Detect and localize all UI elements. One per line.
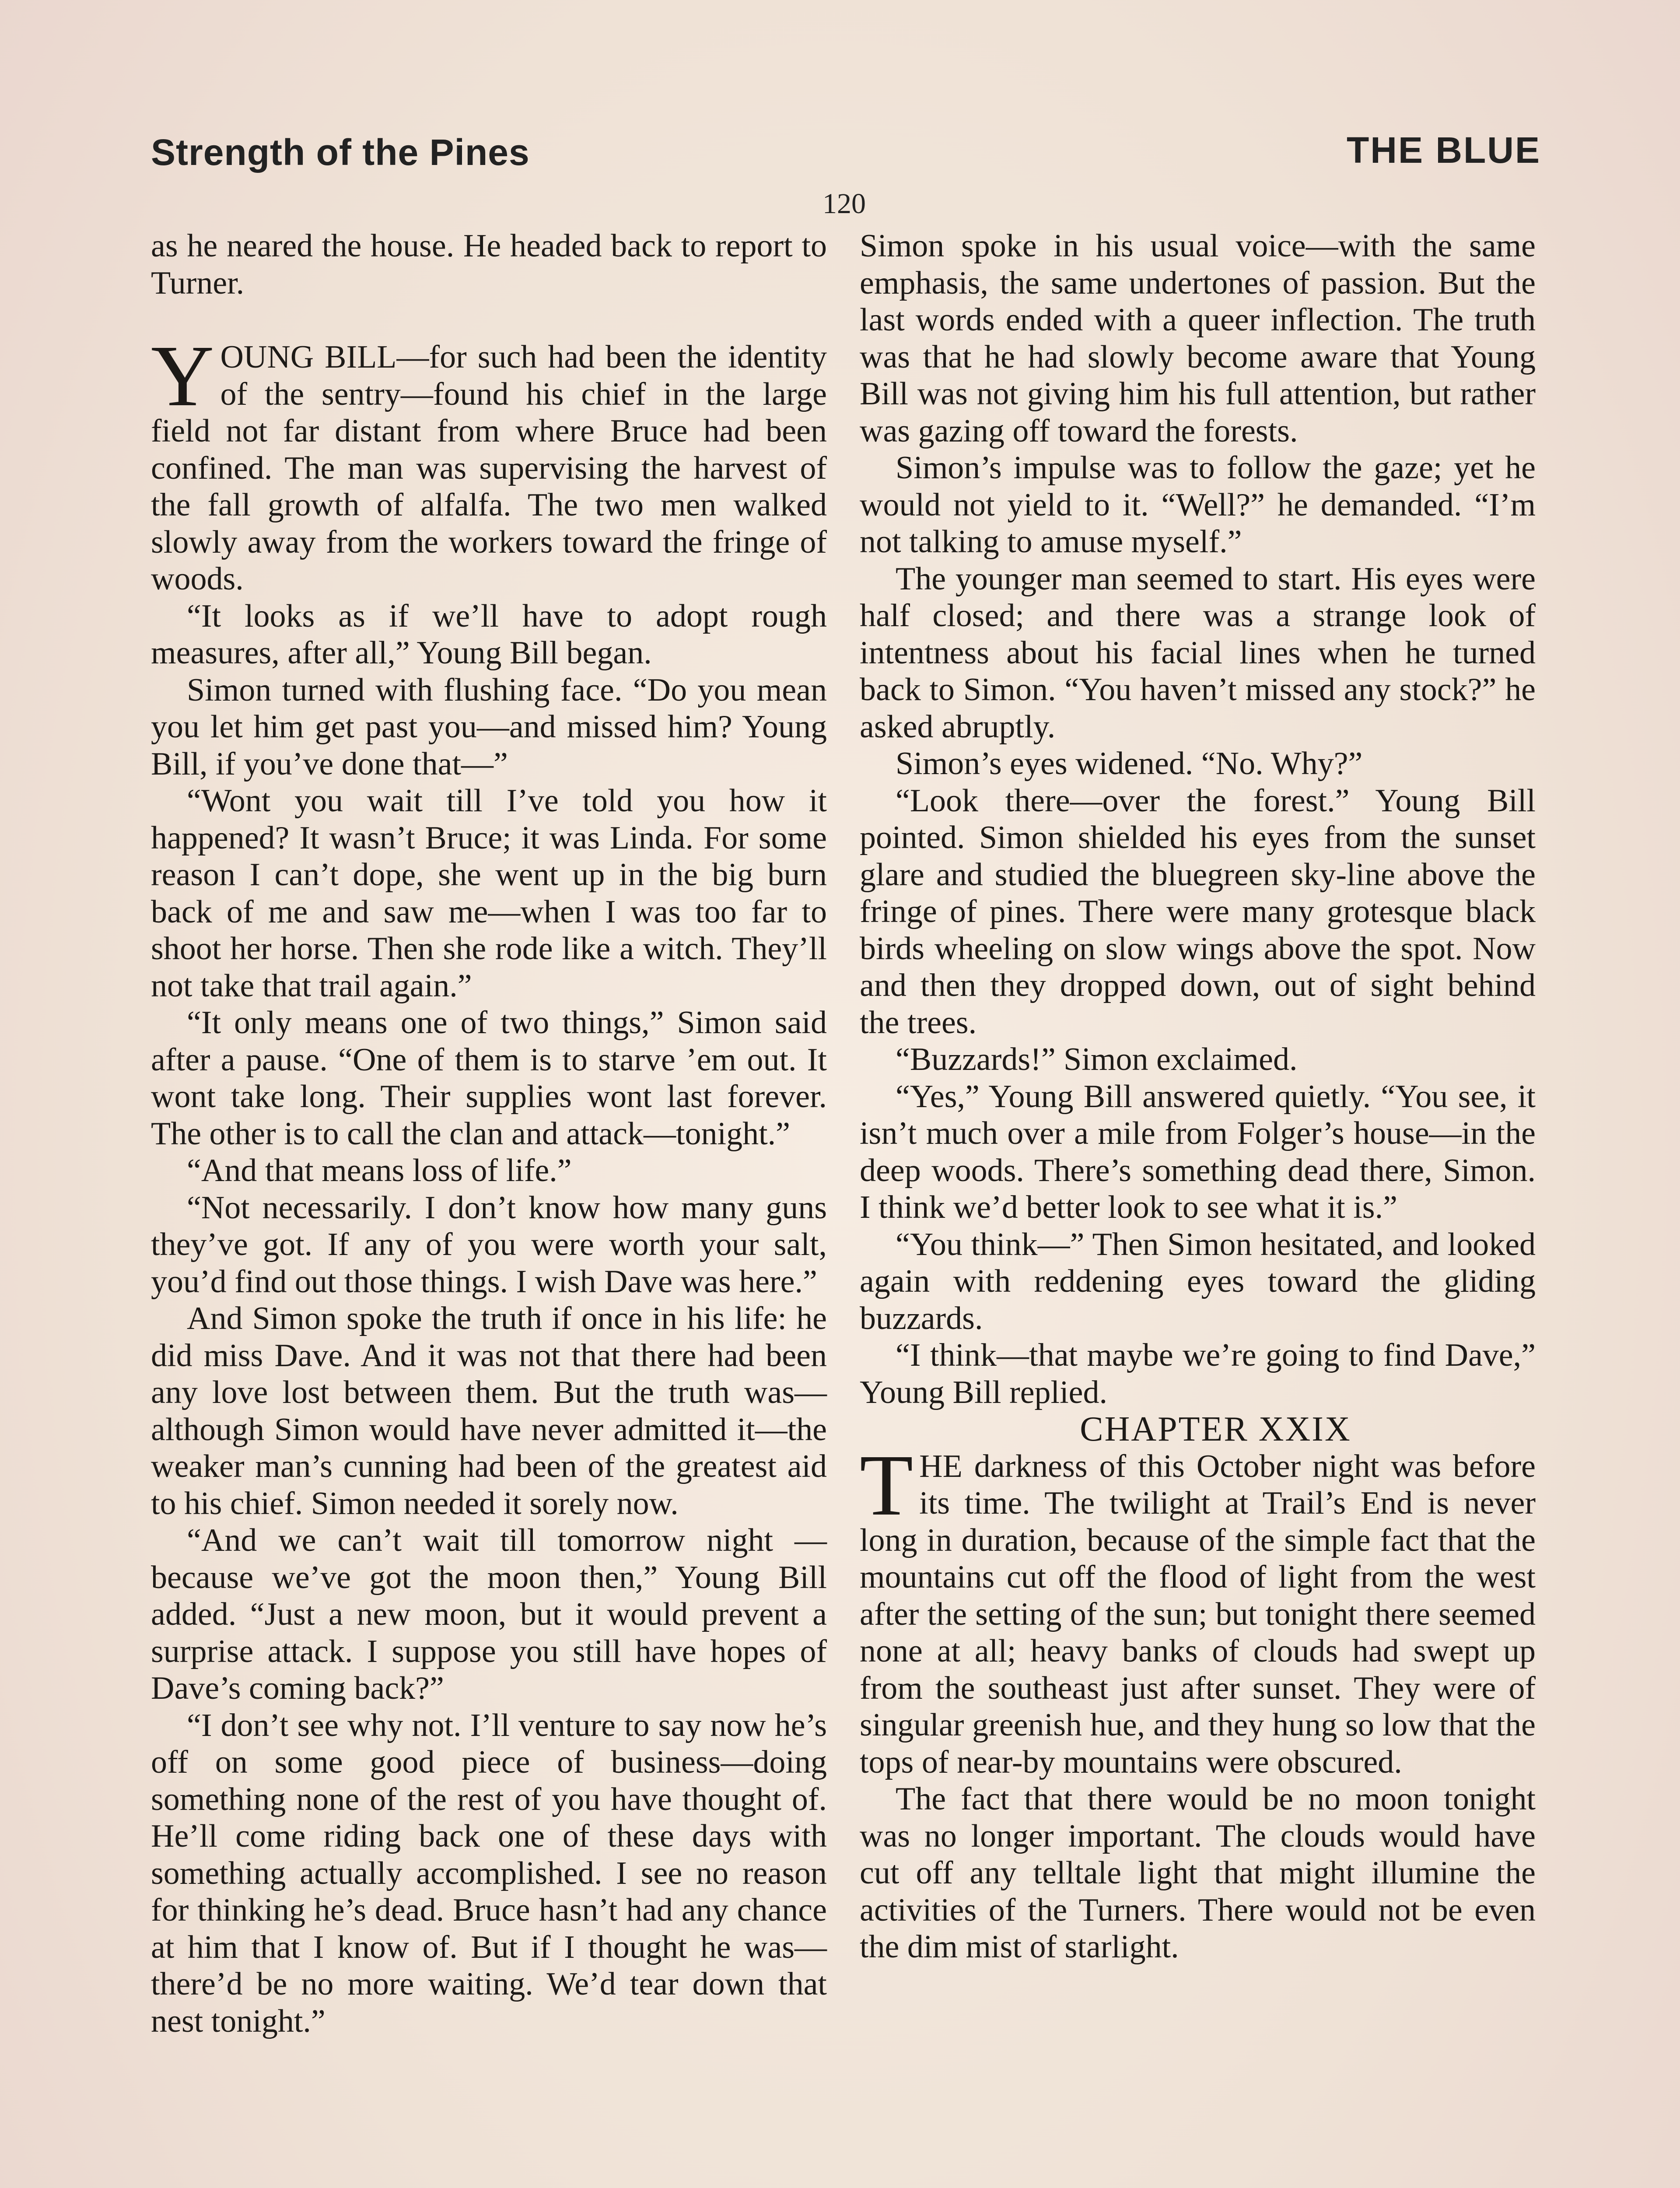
paragraph: as he neared the house. He headed back to report to Turner. [151,228,827,301]
paragraph: The fact that there would be no moon tonight was no longer important. The clouds would have cut off any telltale light that might illumine the activities of the Turners. There would not be even the dim mist of starlight. [860,1781,1536,1965]
paragraph: “And we can’t wait till tomorrow night —because we’ve got the moon then,” Young Bill added. “Just a new moon, but it would prevent a surprise attack. I suppose you still have hopes of Dave’s coming back?” [151,1522,827,1706]
paragraph-text: OUNG BILL—for such had been the identity of the sentry—found his chief in the large field not far distant from where Bruce had been confined. The man was supervising the harvest of the fall growth of alfalfa. The two men walked slowly away from the workers toward the fringe of woods. [151,339,827,597]
paragraph-dropcap [151,328,827,598]
paragraph: “I think—that maybe we’re going to find Dave,” Young Bill replied. [860,1337,1536,1410]
chapter-heading: CHAPTER XXIX [1080,1410,1351,1448]
paragraph: “Buzzards!” Simon exclaimed. [896,1041,1298,1077]
paragraph: “It looks as if we’ll have to adopt rough measures, after all,” Young Bill began. [151,598,827,671]
paragraph: “You think—” Then Simon hesitated, and looked again with reddening eyes toward the gliding buzzards. [860,1226,1536,1336]
paragraph: The younger man seemed to start. His eyes were half closed; and there was a strange look of intentness about his facial lines when he turned back to Simon. “You haven’t missed any stock?” he asked abruptly. [860,561,1536,745]
paragraph: “Wont you wait till I’ve told you how it happened? It wasn’t Bruce; it was Linda. For some reason I can’t dope, she went up in the big burn back of me and saw me—when I was too far to shoot her horse. Then she rode like a witch. They’ll not take that trail again.” [151,783,827,1004]
paragraph: Simon’s impulse was to follow the gaze; yet he would not yield to it. “Well?” he demanded. “I’m not talking to amuse myself.” [860,450,1536,560]
left-column [151,228,827,2040]
paragraph: Simon spoke in his usual voice—with the same emphasis, the same undertones of passion. But the last words ended with a queer inflection. The truth was that he had slowly become aware that Young Bill was not giving him his full attention, but rather was gazing off toward the forests. [860,228,1536,449]
drop-cap: T [860,1437,914,1534]
paragraph: “It only means one of two things,” Simon said after a pause. “One of them is to starve ’em out. It wont take long. Their supplies wont last forever. The other is to call the clan and attack—tonight.” [151,1005,827,1152]
paragraph-dropcap [860,1437,1536,1781]
paragraph-text: HE darkness of this October night was before its time. The twilight at Trail’s End is never long in duration, because of the simple fact that the mountains cut off the flood of light from the west after the setting of the sun; but tonight there seemed none at all; heavy banks of clouds had swept up from the southeast just after sunset. They were of singular greenish hue, and they hung so low that the tops of near-by mountains were obscured. [860,1448,1536,1780]
paragraph: “Look there—over the forest.” Young Bill pointed. Simon shielded his eyes from the sunset glare and studied the bluegreen sky-line above the fringe of pines. There were many grotesque black birds wheeling on slow wings above the spot. Now and then they dropped down, out of sight behind the trees. [860,782,1536,1041]
right-column [860,228,1536,1966]
drop-cap: Y [151,328,214,424]
magazine-title: THE BLUE [1347,130,1541,171]
paragraph: “Yes,” Young Bill answered quietly. “You see, it isn’t much over a mile from Folger’s house—in the deep woods. There’s something dead there, Simon. I think we’d better look to see what it is.” [860,1078,1536,1225]
paragraph: Simon’s eyes widened. “No. Why?” [896,746,1363,782]
page-number: 120 [822,188,866,220]
paragraph: “Not necessarily. I don’t know how many guns they’ve got. If any of you were worth your salt, you’d find out those things. I wish Dave was here.” [151,1189,827,1300]
paragraph: “And that means loss of life.” [187,1153,572,1189]
paragraph: Simon turned with flushing face. “Do you mean you let him get past you—and missed him? Young Bill, if you’ve done that—” [151,672,827,782]
running-title: Strength of the Pines [151,132,530,173]
paragraph: “I don’t see why not. I’ll venture to say now he’s off on some good piece of business—doing something none of the rest of you have thought of. He’ll come riding back one of these days with something actually accomplished. I see no reason for thinking he’s dead. Bruce hasn’t had any chance at him that I know of. But if I thought he was—there’d be no more waiting. We’d tear down that nest tonight.” [151,1707,827,2039]
paragraph: And Simon spoke the truth if once in his life: he did miss Dave. And it was not that there had been any love lost between them. But the truth was—although Simon would have never admitted it—the weaker man’s cunning had been of the greatest aid to his chief. Simon needed it sorely now. [151,1301,827,1522]
